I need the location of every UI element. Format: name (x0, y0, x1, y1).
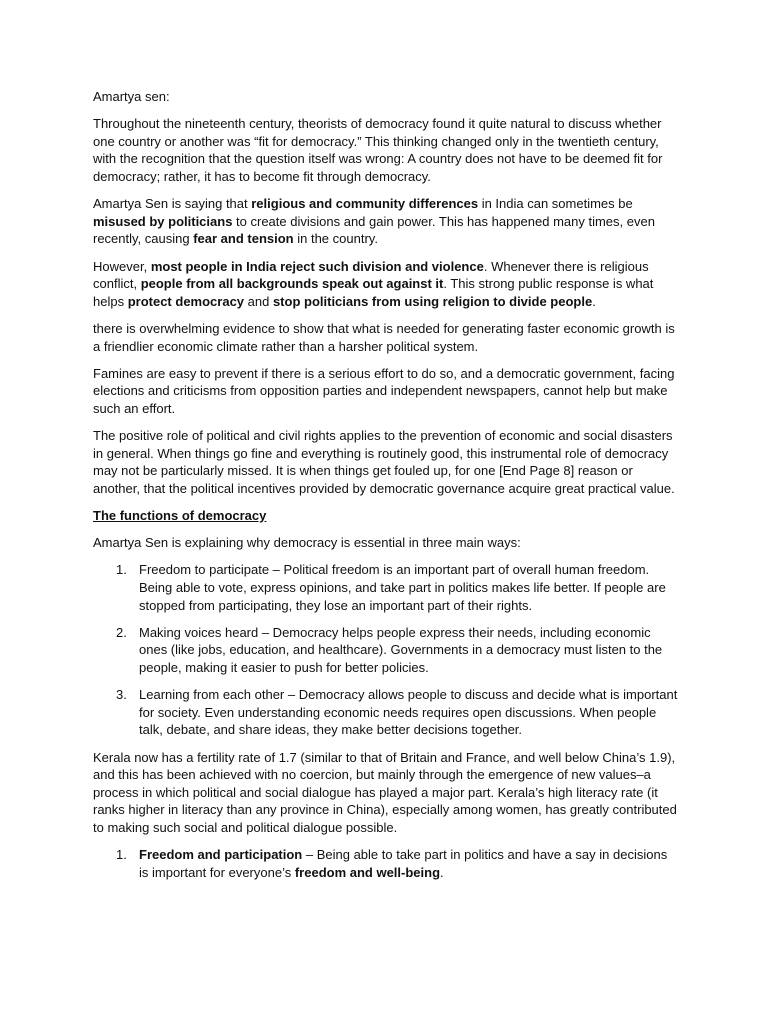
paragraph-reject-division (93, 258, 678, 311)
doc-title: Amartya sen: (93, 89, 170, 104)
text-run: . This strong public response is what helps (93, 276, 654, 309)
section-heading: The functions of democracy (93, 508, 267, 524)
text-run: in India can sometimes be (478, 196, 633, 212)
functions-list (93, 561, 678, 739)
paragraph-kerala: Kerala now has a fertility rate of 1.7 (similar to that of Britain and France, and well below China’s 1.9), and this has been achieved with no coercion, but mainly through the emergence of new values–a process in which political and social dialogue has played a major part. Kerala’s high literacy rate (it ranks higher in literacy than any province in China), especially among women, has greatly contributed to making such social and political dialogue possible. (93, 749, 677, 835)
list-number: 2. (116, 624, 127, 640)
list-item-text: Making voices heard – Democracy helps people express their needs, including economic ones (like jobs, education, and healthcare). Governments in a democracy must listen to the people, making it easier to push for better policies. (139, 624, 663, 675)
text-run: in the country. (293, 231, 378, 247)
bold-text: protect democracy (127, 293, 245, 309)
text-run: and (244, 293, 273, 309)
list-item-text: – Being able to take part in politics and have a say in decisions is important for everyone’s (139, 847, 668, 880)
bold-text: misused by politicians (93, 213, 233, 229)
list-item (93, 624, 678, 677)
list-item-text: Freedom to participate – Political freedom is an important part of overall human freedom. Being able to vote, express opinions, and take part in politics makes life better. If people are stopped from participating, they lose an important part of their rights. (139, 562, 666, 613)
paragraph-famines: Famines are easy to prevent if there is a serious effort to do so, and a democratic government, facing elections and criticisms from opposition parties and independent newspapers, cannot help but make such an effort. (93, 365, 675, 416)
bold-text: most people in India reject such division and violence (150, 258, 484, 274)
text-run: However, (93, 258, 151, 274)
bold-text: fear and tension (193, 231, 294, 247)
text-run: to create divisions and gain power. This has happened many times, even recently, causing (93, 213, 655, 247)
text-run: . (592, 293, 596, 309)
list-number: 1. (116, 847, 127, 863)
bold-text: people from all backgrounds speak out against it (140, 276, 444, 292)
paragraph-fit-for-democracy: Throughout the nineteenth century, theorists of democracy found it quite natural to discuss whether one country or another was “fit for democracy.” This thinking changed only in the twentieth century, with the recognition that the question itself was wrong: A country does not have to be deemed fit for democracy; rather, it has to become fit through democracy. (93, 116, 663, 184)
paragraph-political-civil-rights: The positive role of political and civil rights applies to the prevention of economic and social disasters in general. When things go fine and everything is routinely good, this instrumental role of democracy may not be particularly missed. It is when things get fouled up, for one [End Page 8] reason or another, that the political incentives provided by democratic governance acquire great practical value. (93, 428, 675, 496)
list-item (93, 561, 678, 614)
list-item-text: Learning from each other – Democracy allows people to discuss and decide what is important for society. Even understanding economic needs requires open discussions. When people talk, debate, and share ideas, they make better decisions together. (139, 687, 678, 738)
list-number: 3. (116, 687, 127, 703)
text-run: . Whenever there is religious conflict, (93, 258, 649, 292)
text-run: Amartya Sen is saying that (93, 196, 252, 212)
bold-text: freedom and well-being (294, 864, 441, 880)
list-item (93, 846, 678, 881)
list-number: 1. (116, 562, 127, 578)
paragraph-economic-growth: there is overwhelming evidence to show that what is needed for generating faster economic growth is a friendlier economic climate rather than a harsher political system. (93, 320, 675, 354)
bold-text: religious and community differences (251, 196, 479, 212)
paragraph-religious-differences (93, 195, 678, 248)
paragraph-three-ways: Amartya Sen is explaining why democracy is essential in three main ways: (93, 535, 521, 551)
bold-text: stop politicians from using religion to divide people (272, 293, 593, 309)
list-item (93, 686, 678, 739)
text-run: . (440, 864, 444, 880)
summary-list (93, 846, 678, 881)
bold-text: Freedom and participation (139, 847, 303, 863)
